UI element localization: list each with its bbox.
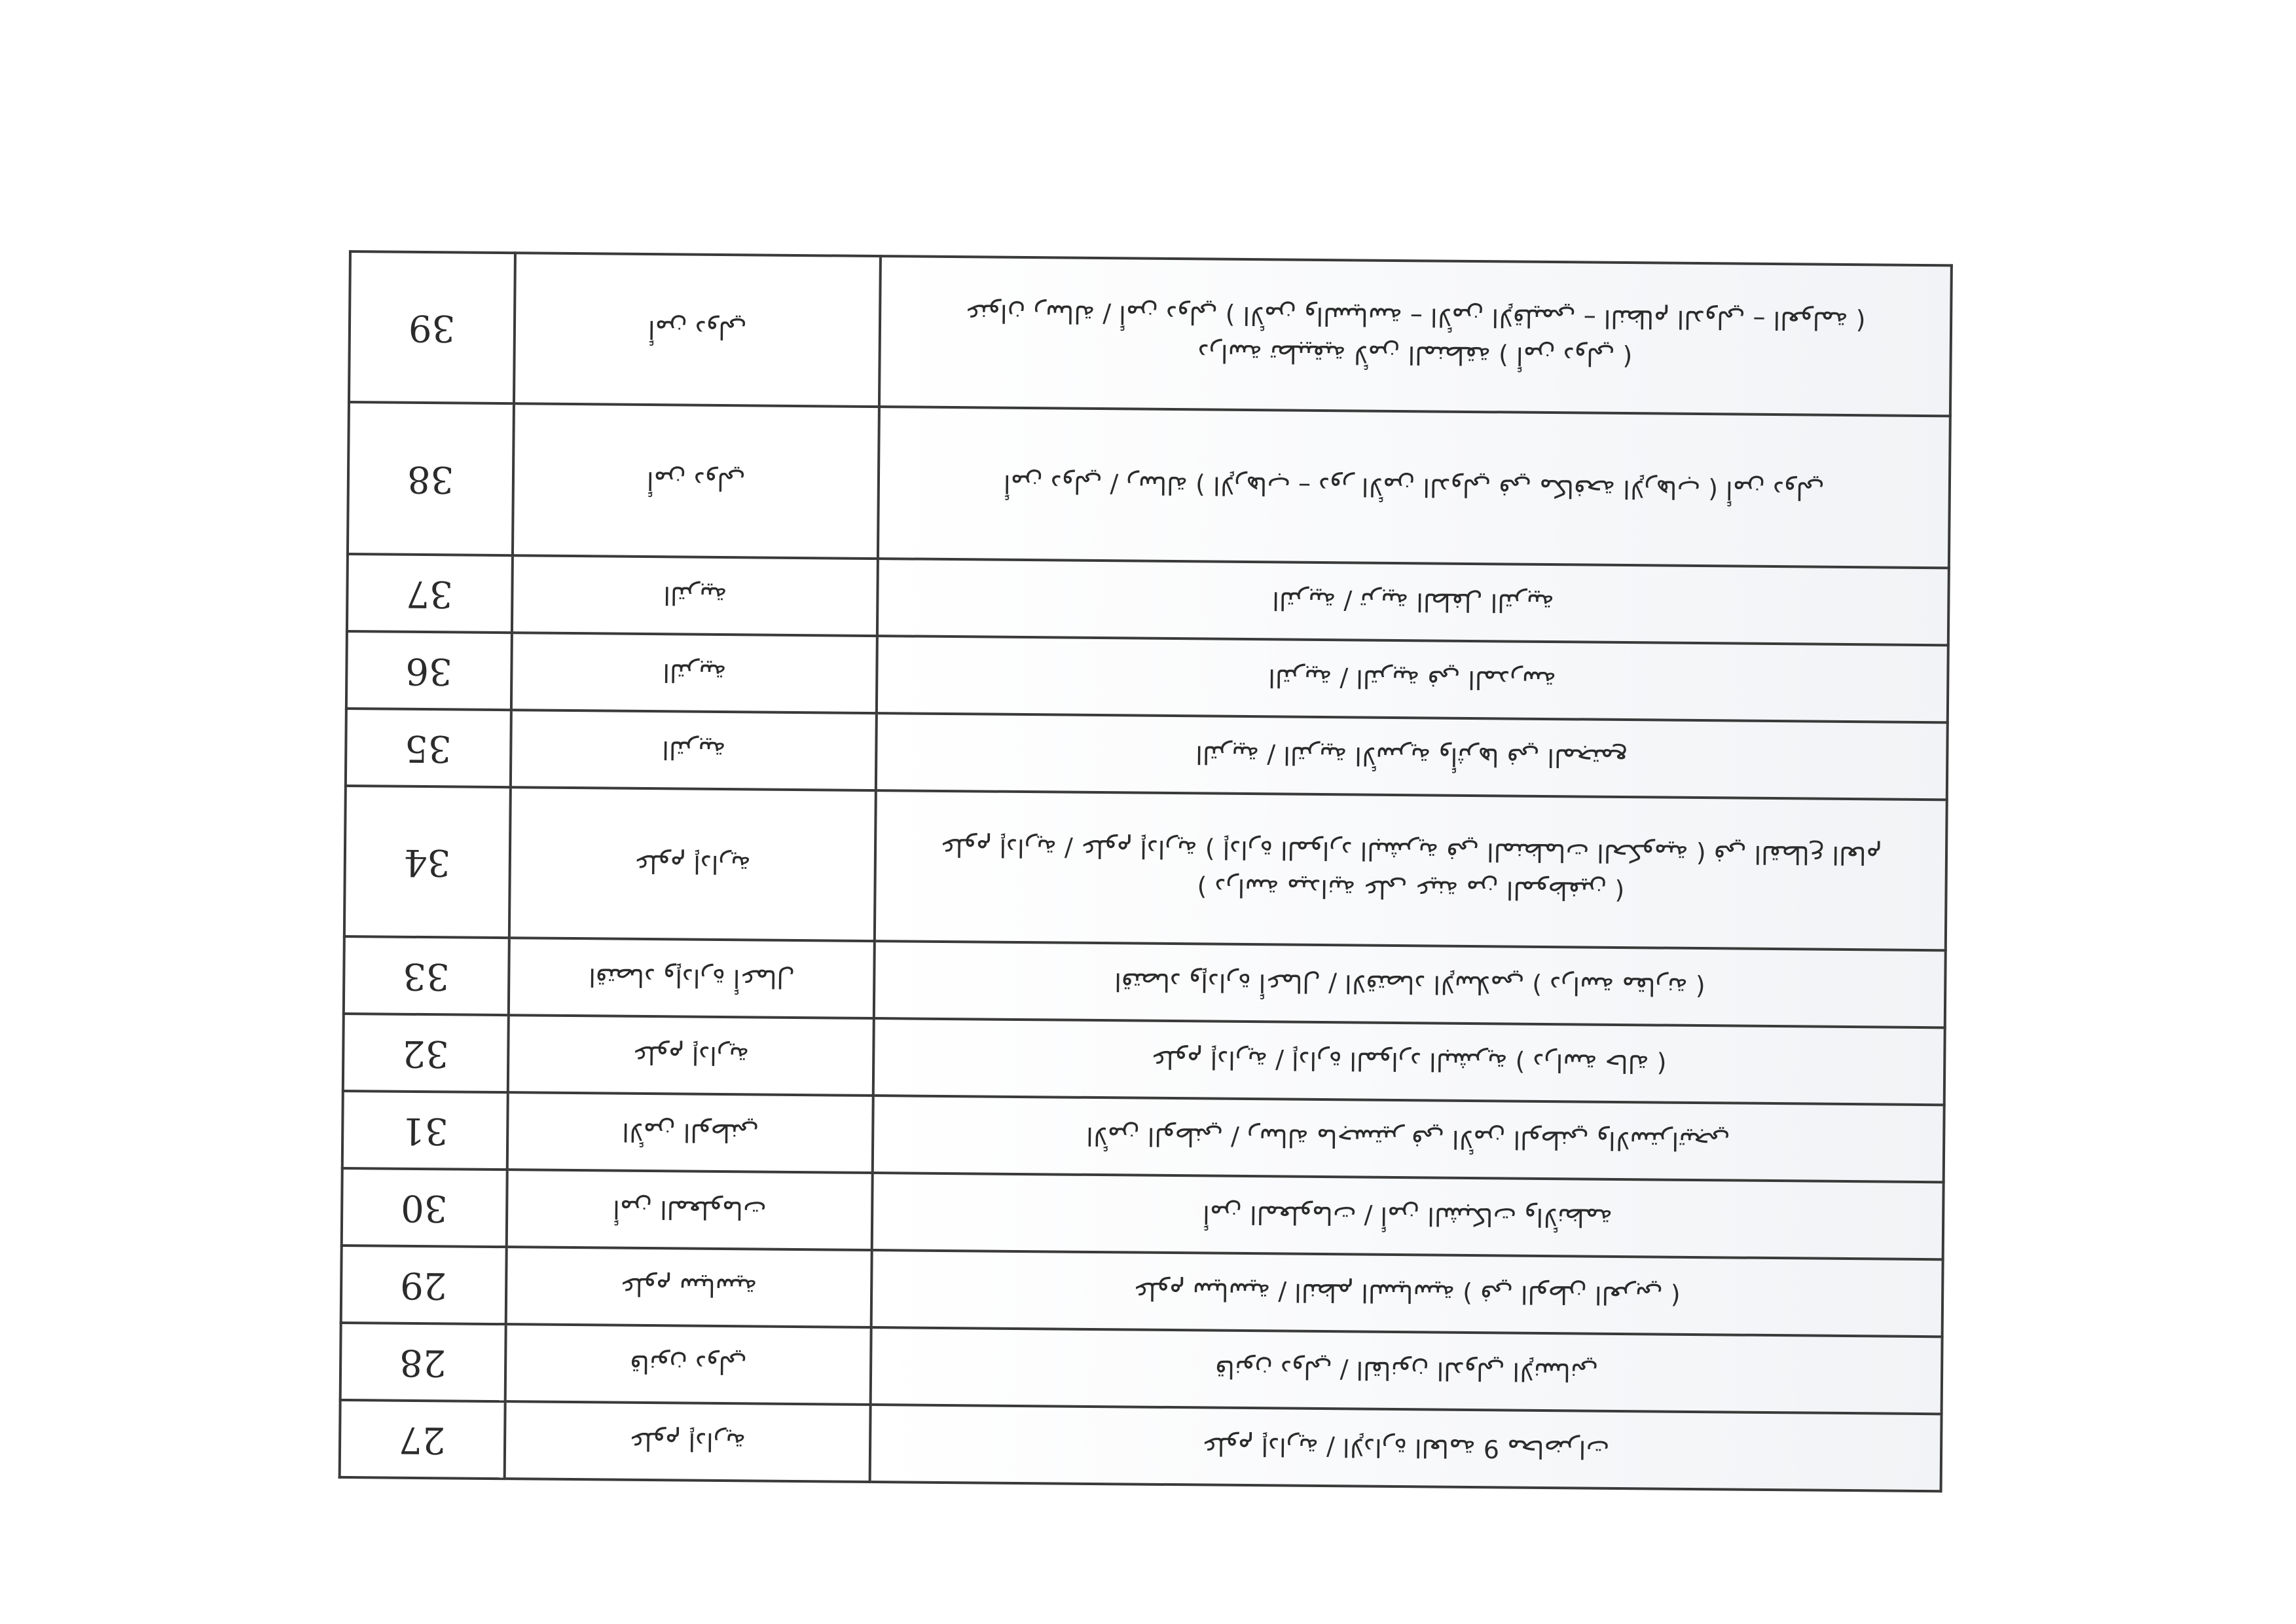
table-row — [342, 1168, 1944, 1259]
category-text: علوم إدارية — [629, 1426, 746, 1457]
row-number: 35 — [405, 726, 452, 769]
description-text: اقتصاد وإدارة أعمال / الاقتصاد الإسلامي ( دراسة مقارنة ) — [1114, 967, 1705, 1002]
description-line — [873, 1274, 1941, 1312]
description-text: التربية / تربية الطفل التربية — [1272, 586, 1554, 618]
category-text: أمن دولي — [647, 314, 747, 345]
description-cell — [870, 1405, 1942, 1491]
description-cell — [871, 1250, 1943, 1337]
category-cell — [506, 1247, 872, 1327]
description-cell — [879, 256, 1952, 416]
row-number-cell — [341, 1246, 507, 1324]
description-cell — [876, 713, 1948, 800]
category-text: التربية — [661, 735, 726, 766]
row-number-cell — [342, 1091, 508, 1170]
description-cell — [877, 559, 1949, 645]
description-cell — [877, 636, 1948, 722]
description-line — [877, 832, 1945, 870]
category-cell — [507, 1170, 873, 1250]
description-text: التربية / التربية الأسرية وأثرها في المجتمع — [1195, 740, 1628, 773]
row-number-cell — [343, 1014, 509, 1092]
table-row — [343, 1014, 1945, 1105]
row-number: 30 — [401, 1186, 448, 1229]
category-text: التربية — [663, 581, 727, 611]
row-number: 36 — [405, 649, 453, 692]
description-cell — [873, 1096, 1944, 1182]
description-line — [876, 870, 1944, 908]
table-row — [340, 1323, 1942, 1414]
category-cell — [513, 403, 879, 559]
description-text: علوم إدارية / إدارة الموارد البشرية ( دراسة حالة ) — [1151, 1044, 1667, 1079]
table-row — [349, 251, 1952, 416]
category-cell — [514, 253, 881, 407]
row-number: 29 — [400, 1263, 448, 1306]
row-number: 27 — [399, 1418, 446, 1461]
description-text: عنوان رسالة / أمن دولي ( الأمن والسياسة – الأمن الإقليمي – النظام الدولي – العولمة ) — [965, 299, 1867, 336]
description-line — [878, 660, 1946, 698]
table-row — [344, 936, 1946, 1027]
table-row — [346, 631, 1948, 722]
table-row — [348, 402, 1950, 568]
table-row — [341, 1246, 1943, 1337]
description-line — [879, 583, 1947, 621]
row-number: 34 — [403, 840, 451, 883]
row-number-cell — [346, 631, 512, 710]
row-number-cell — [344, 786, 511, 938]
description-line — [873, 1197, 1942, 1235]
description-text: قانون دولي / القانون الدولي الإنساني — [1214, 1354, 1598, 1387]
category-text: أمن دولي — [646, 466, 746, 496]
row-number-cell — [342, 1168, 507, 1247]
description-text: علوم إدارية / علوم إدارية ( إدارة الموارد البشرية في المنظمات الحكومية ) في القطاع العام — [939, 832, 1882, 870]
records-table — [338, 250, 1953, 1492]
row-number-cell — [344, 936, 509, 1015]
description-cell — [875, 790, 1947, 950]
category-text: أمن المعلومات — [612, 1194, 767, 1225]
description-text: دراسة تطبيقية لأمن المنطقة ( أمن دولي ) — [1197, 339, 1633, 372]
category-text: علوم سياسية — [620, 1272, 757, 1302]
description-text: الأمن الوطني / رسالة ماجستير في الأمن الوطني والاستراتيجي — [1086, 1121, 1730, 1156]
category-cell — [509, 787, 876, 941]
row-number: 31 — [401, 1109, 449, 1152]
description-text: علوم سياسية / النظم السياسية ( في الوطن العربي ) — [1133, 1276, 1681, 1310]
description-line — [880, 468, 1948, 506]
description-text: علوم إدارية / الإدارة العامة 9 محاضرات — [1201, 1431, 1610, 1464]
description-line — [875, 965, 1944, 1003]
description-line — [875, 1043, 1943, 1080]
category-text: التربية — [662, 658, 727, 688]
description-line — [871, 1429, 1940, 1467]
table-row — [340, 1400, 1942, 1491]
row-number-cell — [349, 251, 515, 403]
table-row — [347, 554, 1949, 645]
table-row — [344, 786, 1947, 950]
row-number: 32 — [402, 1031, 450, 1075]
row-number: 28 — [399, 1340, 447, 1384]
category-text: علوم إدارية — [634, 849, 751, 879]
row-number-cell — [347, 554, 513, 633]
description-line — [881, 298, 1950, 336]
description-text: التربية / التربية في المدرسة — [1268, 663, 1557, 695]
category-cell — [508, 1015, 874, 1096]
category-cell — [507, 1092, 873, 1173]
category-cell — [505, 1401, 871, 1482]
description-text: أمن المعلومات / أمن الشبكات والأنظمة — [1203, 1200, 1613, 1232]
row-number: 38 — [407, 457, 454, 500]
category-text: الأمن الوطني — [621, 1117, 759, 1148]
row-number: 39 — [409, 306, 456, 349]
index-table — [338, 250, 1952, 1508]
row-number: 33 — [403, 954, 450, 997]
category-text: علوم إدارية — [632, 1040, 750, 1071]
table-row — [342, 1091, 1944, 1182]
category-text: قانون دولي — [629, 1349, 747, 1380]
row-number-cell — [348, 402, 514, 555]
description-cell — [872, 1173, 1944, 1259]
row-number: 37 — [406, 572, 454, 615]
description-cell — [874, 941, 1946, 1027]
category-cell — [512, 555, 878, 636]
category-cell — [505, 1324, 871, 1405]
row-number-cell — [340, 1323, 506, 1401]
row-number-cell — [340, 1400, 505, 1479]
table-row — [346, 709, 1948, 800]
description-cell — [871, 1327, 1942, 1414]
row-number-cell — [346, 709, 511, 787]
description-text: أمن دولي / رسالة ( الإرهاب – دور الأمن الدولي في مكافحة الإرهاب ) أمن دولي — [1003, 469, 1825, 506]
description-line — [874, 1120, 1942, 1158]
description-text: ( دراسة ميدانية على عينة من الموظفين ) — [1196, 873, 1625, 906]
description-line — [877, 737, 1946, 775]
category-cell — [509, 938, 875, 1018]
category-text: اقتصاد وإدارة أعمال — [588, 963, 795, 993]
category-cell — [511, 710, 877, 790]
description-line — [881, 336, 1950, 374]
description-cell — [878, 407, 1950, 568]
description-line — [872, 1352, 1941, 1390]
category-cell — [511, 633, 877, 713]
description-cell — [873, 1018, 1945, 1105]
